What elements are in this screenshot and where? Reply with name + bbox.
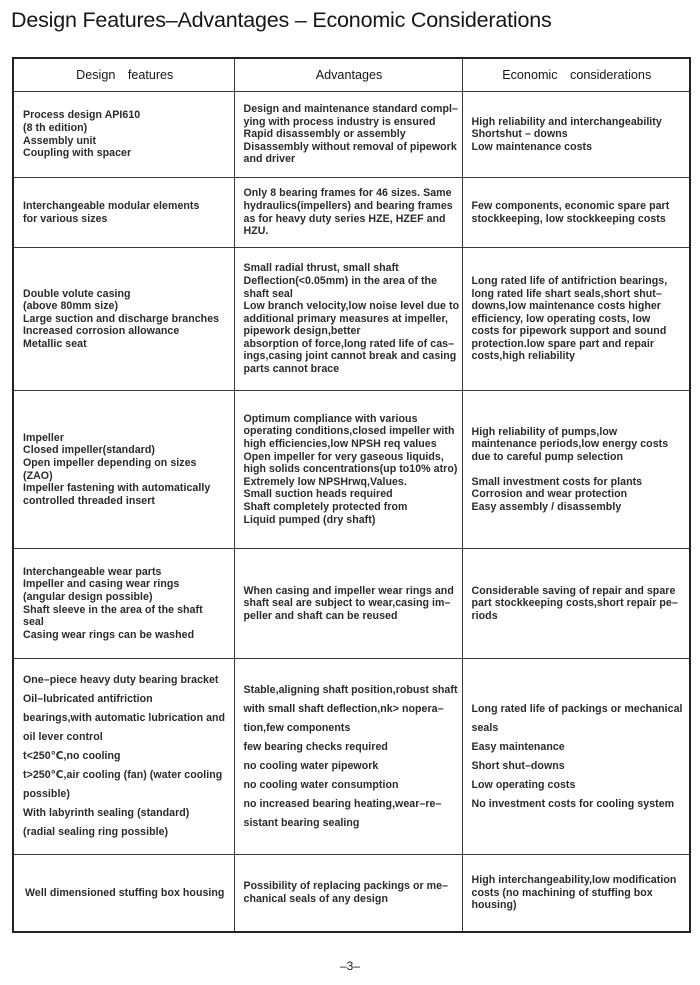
cell-line: controlled threaded insert (23, 494, 155, 507)
cell-line: few bearing checks required (243, 740, 388, 753)
cell-line: shaft seal (243, 287, 293, 300)
cell-line: ings,casing joint cannot break and casing (243, 350, 457, 363)
cell-line: Assembly unit (23, 134, 97, 147)
cell-line: efficiency, low operating costs, low (471, 312, 651, 325)
cell-line: for various sizes (23, 212, 108, 225)
cell-line: Long rated life of packings or mechanical (471, 702, 683, 715)
cell-advantages (234, 92, 462, 178)
cell-line: Impeller (23, 431, 65, 444)
cell-line: Extremely low NPSHrwq,Values. (243, 475, 407, 488)
cell-line: long rated life shart seals,short shut– (471, 287, 662, 300)
cell-line: Shaft sleeve in the area of the shaft (23, 603, 203, 616)
cell-line: Increased corrosion allowance (23, 325, 180, 338)
cell-design-feature (13, 92, 234, 178)
cell-line: Open impeller depending on sizes (23, 456, 197, 469)
cell-design-feature (13, 248, 234, 391)
cell-advantages (234, 855, 462, 933)
cell-design-feature (13, 659, 234, 855)
cell-line: housing) (471, 899, 517, 912)
cell-economic-considerations (462, 92, 690, 178)
cell-line: Process design API610 (23, 109, 141, 122)
cell-advantages (234, 391, 462, 549)
cell-line: Oil–lubricated antifriction (23, 693, 153, 705)
cell-line: high efficiencies,low NPSH req values (243, 438, 437, 451)
cell-line: part stockkeeping costs,short repair pe– (471, 597, 678, 610)
cell-line: sistant bearing sealing (243, 816, 360, 829)
cell-line (472, 464, 683, 476)
cell-line: Small suction heads required (243, 488, 393, 501)
cell-economic-considerations (462, 549, 690, 659)
table-row (13, 178, 690, 248)
cell-line: seal (23, 616, 44, 629)
cell-line: maintenance periods,low energy costs (471, 438, 669, 451)
cell-line: Interchangeable wear parts (23, 565, 162, 578)
cell-line: Large suction and discharge branches (23, 312, 220, 325)
cell-advantages (234, 549, 462, 659)
cell-line: as for heavy duty series HZE, HZEF and (243, 212, 446, 225)
cell-line: (ZAO) (23, 469, 53, 482)
cell-line: Only 8 bearing frames for 46 sizes. Same (243, 187, 452, 200)
cell-line: Liquid pumped (dry shaft) (243, 513, 376, 526)
cell-line: operating conditions,closed impeller with (243, 425, 455, 438)
cell-line: Small radial thrust, small shaft (243, 262, 399, 275)
cell-line: Double volute casing (23, 287, 131, 300)
cell-line: Interchangeable modular elements (23, 199, 200, 212)
cell-line: Rapid disassembly or assembly (243, 128, 406, 141)
table-row (13, 855, 690, 933)
cell-line: possible) (23, 788, 70, 800)
cell-line: tion,few components (243, 721, 351, 734)
cell-line: no cooling water consumption (243, 778, 399, 791)
cell-line: (radial sealing ring possible) (23, 826, 169, 838)
cell-line: High reliability of pumps,low (471, 425, 618, 438)
cell-line: Few components, economic spare part (471, 199, 670, 212)
cell-line: Casing wear rings can be washed (23, 628, 195, 641)
cell-line: Long rated life of antifriction bearings, (471, 274, 668, 287)
cell-line: costs (no machining of stuffing box (471, 886, 653, 899)
cell-line: Considerable saving of repair and spare (471, 584, 676, 597)
cell-line: Deflection(<0.05mm) in the area of the (243, 274, 438, 287)
cell-line: Small investment costs for plants (471, 475, 643, 488)
cell-line: shaft seal are subject to wear,casing im– (243, 597, 451, 610)
table-row (13, 549, 690, 659)
cell-design-feature (13, 391, 234, 549)
table-row (13, 92, 690, 178)
cell-line: pipework design,better (243, 325, 361, 338)
cell-line: hydraulics(impellers) and bearing frames (243, 199, 453, 212)
cell-line: High interchangeability,low modification (471, 874, 677, 887)
cell-line: protection.low spare part and repair (471, 337, 655, 350)
cell-line: Low branch velocity,low noise level due to (243, 300, 460, 313)
cell-line: Optimum compliance with various (243, 412, 418, 425)
cell-line: One–piece heavy duty bearing bracket (23, 674, 219, 686)
cell-line: oil lever control (23, 731, 103, 743)
cell-line: absorption of force,long rated life of cas– (243, 337, 455, 350)
cell-line: Shortshut – downs (471, 128, 568, 141)
features-table (12, 57, 691, 933)
cell-line: Low maintenance costs (471, 140, 593, 153)
cell-line: Impeller fastening with automatically (23, 482, 211, 495)
cell-advantages (234, 248, 462, 391)
cell-line: Open impeller for very gaseous liquids, (243, 450, 444, 463)
table-row (13, 248, 690, 391)
cell-line: no cooling water pipework (243, 759, 379, 772)
cell-line: downs,low maintenance costs higher (471, 300, 661, 313)
header-advantages: Advantages (234, 58, 462, 92)
cell-line: Easy maintenance (471, 740, 565, 753)
cell-line: stockkeeping, low stockkeeping costs (471, 212, 666, 225)
cell-line: no increased bearing heating,wear–re– (243, 797, 442, 810)
page-title: Design Features–Advantages – Economic Considerations (11, 8, 552, 32)
cell-line: No investment costs for cooling system (471, 797, 675, 810)
cell-economic-considerations (462, 178, 690, 248)
cell-line: costs,high reliability (471, 350, 576, 363)
cell-line: riods (471, 609, 498, 622)
cell-line: Stable,aligning shaft position,robust shaft (243, 683, 458, 696)
cell-line: high solids concentrations(up to10% atro) (243, 463, 458, 476)
cell-line: ying with process industry is ensured (243, 115, 436, 128)
cell-line: (angular design possible) (23, 590, 153, 603)
cell-line: When casing and impeller wear rings and (243, 584, 454, 597)
cell-line: costs for pipework support and sound (471, 325, 667, 338)
cell-line: parts cannot brace (243, 363, 340, 376)
cell-design-feature (13, 178, 234, 248)
cell-line: High reliability and interchangeability (471, 115, 662, 128)
cell-line: Design and maintenance standard compl– (243, 103, 458, 116)
cell-line: Low operating costs (471, 778, 576, 791)
table-header-row (13, 58, 690, 92)
cell-line: additional primary measures at impeller, (243, 312, 449, 325)
cell-line: With labyrinth sealing (standard) (23, 807, 190, 819)
cell-economic-considerations (462, 248, 690, 391)
page-number: –3– (339, 959, 361, 973)
cell-line: Closed impeller(standard) (23, 444, 155, 457)
cell-line: and driver (243, 153, 296, 166)
cell-line: (8 th edition) (23, 121, 88, 134)
cell-line: bearings,with automatic lubrication and (23, 712, 226, 724)
cell-line: seals (471, 721, 499, 734)
cell-line: (above 80mm size) (23, 300, 119, 313)
cell-economic-considerations (462, 659, 690, 855)
cell-design-feature (13, 549, 234, 659)
cell-line: t>250℃,air cooling (fan) (water cooling (23, 769, 223, 781)
cell-line: Possibility of replacing packings or me– (243, 880, 449, 893)
cell-advantages (234, 178, 462, 248)
cell-line: Disassembly without removal of pipework (243, 140, 457, 153)
cell-line: Corrosion and wear protection (471, 488, 628, 501)
cell-line: with small shaft deflection,nk> nopera– (243, 702, 444, 715)
cell-line: Easy assembly / disassembly (471, 500, 622, 513)
cell-line: Shaft completely protected from (243, 500, 408, 513)
header-design-features: Design features (13, 58, 234, 92)
cell-economic-considerations (462, 391, 690, 549)
cell-economic-considerations (462, 855, 690, 933)
cell-line: t<250℃,no cooling (23, 750, 121, 762)
cell-design-feature (13, 855, 234, 933)
cell-advantages (234, 659, 462, 855)
cell-line: Coupling with spacer (23, 147, 132, 160)
cell-line: chanical seals of any design (243, 893, 388, 905)
cell-line: peller and shaft can be reused (243, 609, 398, 622)
cell-line: Well dimensioned stuffing box housing (25, 886, 225, 899)
header-economic-considerations: Economic considerations (462, 58, 690, 92)
table-row (13, 391, 690, 549)
cell-line: Short shut–downs (471, 759, 565, 772)
cell-line: HZU. (243, 225, 269, 238)
cell-line: Impeller and casing wear rings (23, 578, 180, 591)
cell-line: due to careful pump selection (471, 450, 624, 463)
cell-line: Metallic seat (23, 337, 87, 350)
table-row (13, 659, 690, 855)
